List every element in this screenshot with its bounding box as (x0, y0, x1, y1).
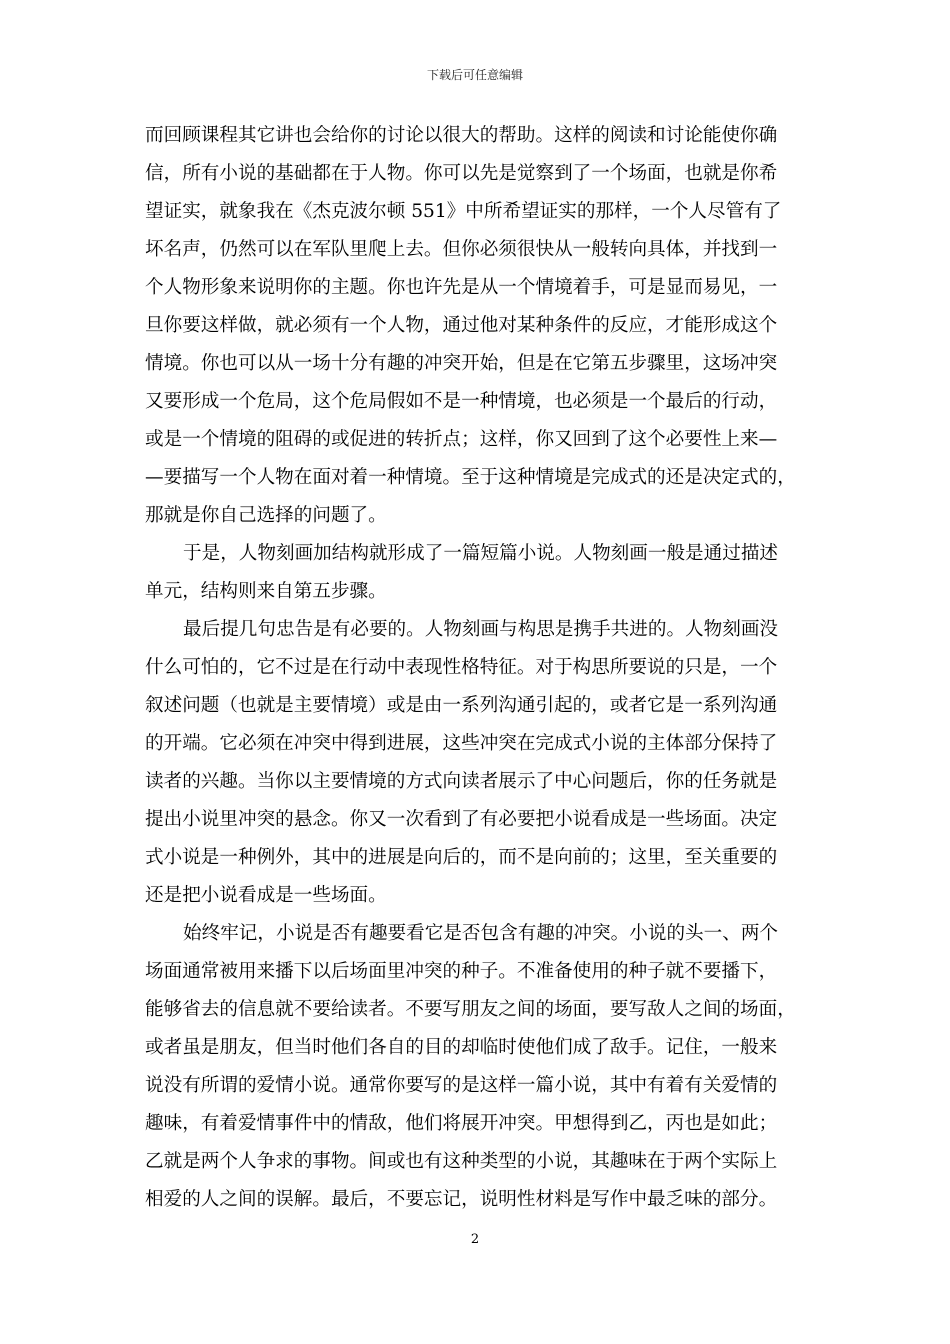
text-line: 趣味，有着爱情事件中的情敌，他们将展开冲突。甲想得到乙，丙也是如此； (145, 1113, 778, 1134)
page-number: 2 (470, 1232, 480, 1247)
text-line: 单元，结构则来自第五步骤。 (145, 581, 387, 602)
text-line: 什么可怕的，它不过是在行动中表现性格特征。对于构思所要说的只是，一个 (145, 657, 778, 678)
paragraph-2 (145, 535, 808, 611)
text-line: 坏名声，仍然可以在军队里爬上去。但你必须很快从一般转向具体，并找到一 (145, 239, 778, 260)
text-line: 或者虽是朋友，但当时他们各自的目的却临时使他们成了敌手。记住，一般来 (145, 1037, 778, 1058)
text-line: 个人物形象来说明你的主题。你也许先是从一个情境着手，可是显而易见，一 (145, 277, 778, 298)
text-line: 又要形成一个危局，这个危局假如不是一种情境，也必须是一个最后的行动， (145, 391, 778, 412)
text-line: 能够省去的信息就不要给读者。不要写朋友之间的场面，要写敌人之间的场面， (145, 999, 796, 1020)
text-line: 而回顾课程其它讲也会给你的讨论以很大的帮助。这样的阅读和讨论能使你确 (145, 125, 778, 146)
text-line: 那就是你自己选择的问题了。 (145, 505, 387, 526)
text-line: 望证实，就象我在《杰克波尔顿 551》中所希望证实的那样，一个人尽管有了 (145, 201, 782, 222)
text-line: 情境。你也可以从一场十分有趣的冲突开始，但是在它第五步骤里，这场冲突 (145, 353, 778, 374)
text-line: 叙述问题（也就是主要情境）或是由一系列沟通引起的，或者它是一系列沟通 (145, 695, 778, 716)
text-line: 于是，人物刻画加结构就形成了一篇短篇小说。人物刻画一般是通过描述 (183, 543, 779, 564)
text-line: 的开端。它必须在冲突中得到进展，这些冲突在完成式小说的主体部分保持了 (145, 733, 778, 754)
paragraph-1 (145, 117, 808, 535)
text-line: 还是把小说看成是一些场面。 (145, 885, 387, 906)
text-line: 式小说是一种例外，其中的进展是向后的，而不是向前的；这里，至关重要的 (145, 847, 778, 868)
text-line: 始终牢记，小说是否有趣要看它是否包含有趣的冲突。小说的头一、两个 (183, 923, 779, 944)
text-line: 乙就是两个人争求的事物。间或也有这种类型的小说，其趣味在于两个实际上 (145, 1151, 778, 1172)
text-line: 或是一个情境的阻碍的或促进的转折点；这样，你又回到了这个必要性上来— (145, 429, 778, 450)
text-line: 提出小说里冲突的悬念。你又一次看到了有必要把小说看成是一些场面。决定 (145, 809, 778, 830)
document-body (145, 117, 808, 1219)
text-line: 最后提几句忠告是有必要的。人物刻画与构思是携手共进的。人物刻画没 (183, 619, 779, 640)
text-line: 信，所有小说的基础都在于人物。你可以先是觉察到了一个场面，也就是你希 (145, 163, 778, 184)
text-line: 相爱的人之间的误解。最后，不要忘记，说明性材料是写作中最乏味的部分。 (145, 1189, 778, 1210)
text-line: 旦你要这样做，就必须有一个人物，通过他对某种条件的反应，才能形成这个 (145, 315, 778, 336)
text-line: 场面通常被用来播下以后场面里冲突的种子。不准备使用的种子就不要播下， (145, 961, 778, 982)
paragraph-4 (145, 915, 808, 1219)
paragraph-3 (145, 611, 808, 915)
text-line: 说没有所谓的爱情小说。通常你要写的是这样一篇小说，其中有着有关爱情的 (145, 1075, 778, 1096)
page-header: 下载后可任意编辑 (426, 68, 523, 82)
text-line: 读者的兴趣。当你以主要情境的方式向读者展示了中心问题后，你的任务就是 (145, 771, 778, 792)
text-line: —要描写一个人物在面对着一种情境。至于这种情境是完成式的还是决定式的， (145, 467, 796, 488)
